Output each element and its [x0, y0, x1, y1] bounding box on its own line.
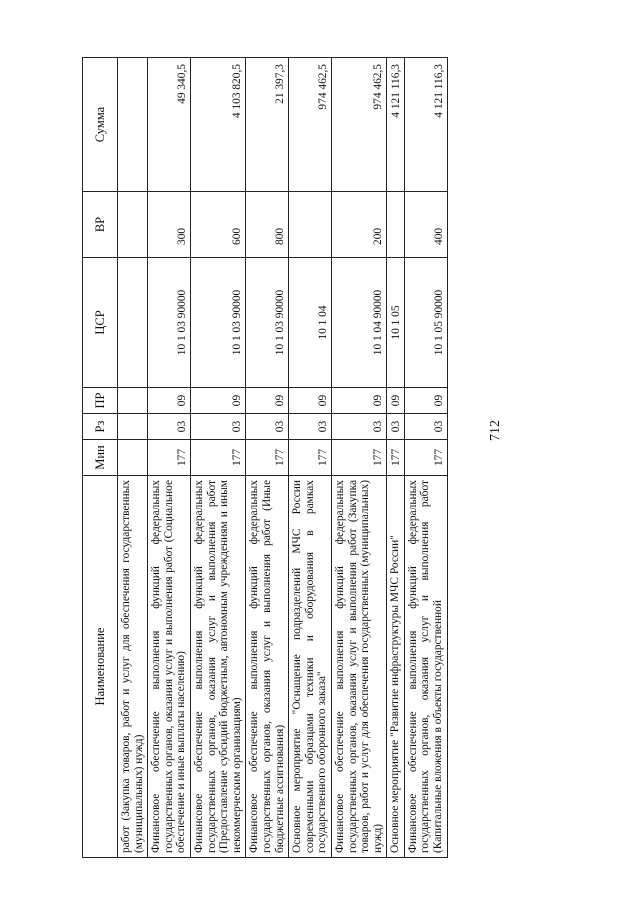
cell-vr: 300	[148, 192, 191, 258]
header-csr: ЦСР	[83, 258, 118, 388]
cell-min: 177	[387, 440, 405, 476]
cell-rz	[118, 414, 148, 440]
table-row	[246, 58, 289, 858]
cell-vr: 400	[404, 192, 447, 258]
cell-name: работ (Закупка товаров, работ и услуг для обеспечения государственных (муниципальных) нужд)	[118, 476, 148, 858]
cell-min: 177	[190, 440, 245, 476]
cell-csr: 10 1 03 90000	[246, 258, 289, 388]
table-row	[118, 58, 148, 858]
cell-csr: 10 1 05 90000	[404, 258, 447, 388]
cell-pr	[118, 388, 148, 414]
cell-name: Финансовое обеспечение выполнения функций федеральных государственных органов, оказания услуг и выполнения работ (Капитальные вложения в объекты государственной	[404, 476, 447, 858]
header-min: Мин	[83, 440, 118, 476]
cell-name: Основное мероприятие "Оснащение подразделений МЧС России современными образцами техники и оборудования в рамках государственного оборонного заказа"	[289, 476, 332, 858]
header-rz: Рз	[83, 414, 118, 440]
cell-name: Финансовое обеспечение выполнения функций федеральных государственных органов, оказания услуг и выполнения работ (Иные бюджетные ассигнования)	[246, 476, 289, 858]
cell-name: Финансовое обеспечение выполнения функций федеральных государственных органов, оказания услуг и выполнения работ (Закупка товаров, работ и услуг для обеспечения государственных (муниципальных) нужд)	[331, 476, 386, 858]
rotated-table-container	[82, 58, 604, 858]
table-row	[404, 58, 447, 858]
cell-vr: 600	[190, 192, 245, 258]
cell-min	[118, 440, 148, 476]
cell-sum	[118, 58, 148, 192]
header-vr: ВР	[83, 192, 118, 258]
table-header-row	[83, 58, 118, 858]
cell-pr: 09	[246, 388, 289, 414]
cell-vr	[289, 192, 332, 258]
cell-vr: 800	[246, 192, 289, 258]
header-sum: Сумма	[83, 58, 118, 192]
cell-min: 177	[289, 440, 332, 476]
cell-min: 177	[404, 440, 447, 476]
cell-csr: 10 1 04 90000	[331, 258, 386, 388]
cell-sum: 4 121 116,3	[387, 58, 405, 192]
table-row	[387, 58, 405, 858]
cell-rz: 03	[148, 414, 191, 440]
cell-vr	[387, 192, 405, 258]
cell-min: 177	[148, 440, 191, 476]
table-row	[289, 58, 332, 858]
table-row	[331, 58, 386, 858]
table-row	[148, 58, 191, 858]
cell-pr: 09	[331, 388, 386, 414]
cell-csr: 10 1 04	[289, 258, 332, 388]
cell-pr: 09	[404, 388, 447, 414]
cell-name: Финансовое обеспечение выполнения функций федеральных государственных органов, оказания услуг и выполнения работ (Предоставление субсидий бюджетным, автономным учреждениям и иным некоммерческим организациям)	[190, 476, 245, 858]
cell-rz: 03	[387, 414, 405, 440]
cell-sum: 4 121 116,3	[404, 58, 447, 192]
cell-name: Финансовое обеспечение выполнения функций федеральных государственных органов, оказания услуг и выполнения работ (Социальное обеспечение и иные выплаты населению)	[148, 476, 191, 858]
cell-pr: 09	[148, 388, 191, 414]
cell-sum: 974 462,5	[331, 58, 386, 192]
cell-pr: 09	[289, 388, 332, 414]
cell-rz: 03	[404, 414, 447, 440]
table-row	[190, 58, 245, 858]
cell-name: Основное мероприятие "Развитие инфраструктуры МЧС России"	[387, 476, 405, 858]
cell-sum: 4 103 820,5	[190, 58, 245, 192]
header-name: Наименование	[83, 476, 118, 858]
page-number: 712	[488, 420, 503, 441]
cell-rz: 03	[246, 414, 289, 440]
cell-vr: 200	[331, 192, 386, 258]
cell-vr	[118, 192, 148, 258]
cell-sum: 21 397,3	[246, 58, 289, 192]
cell-csr	[118, 258, 148, 388]
header-pr: ПР	[83, 388, 118, 414]
cell-sum: 49 340,5	[148, 58, 191, 192]
cell-min: 177	[246, 440, 289, 476]
cell-rz: 03	[331, 414, 386, 440]
budget-table	[82, 57, 448, 858]
cell-rz: 03	[289, 414, 332, 440]
cell-sum: 974 462,5	[289, 58, 332, 192]
cell-min: 177	[331, 440, 386, 476]
cell-csr: 10 1 03 90000	[148, 258, 191, 388]
cell-csr: 10 1 03 90000	[190, 258, 245, 388]
cell-csr: 10 1 05	[387, 258, 405, 388]
cell-rz: 03	[190, 414, 245, 440]
cell-pr: 09	[190, 388, 245, 414]
cell-pr: 09	[387, 388, 405, 414]
